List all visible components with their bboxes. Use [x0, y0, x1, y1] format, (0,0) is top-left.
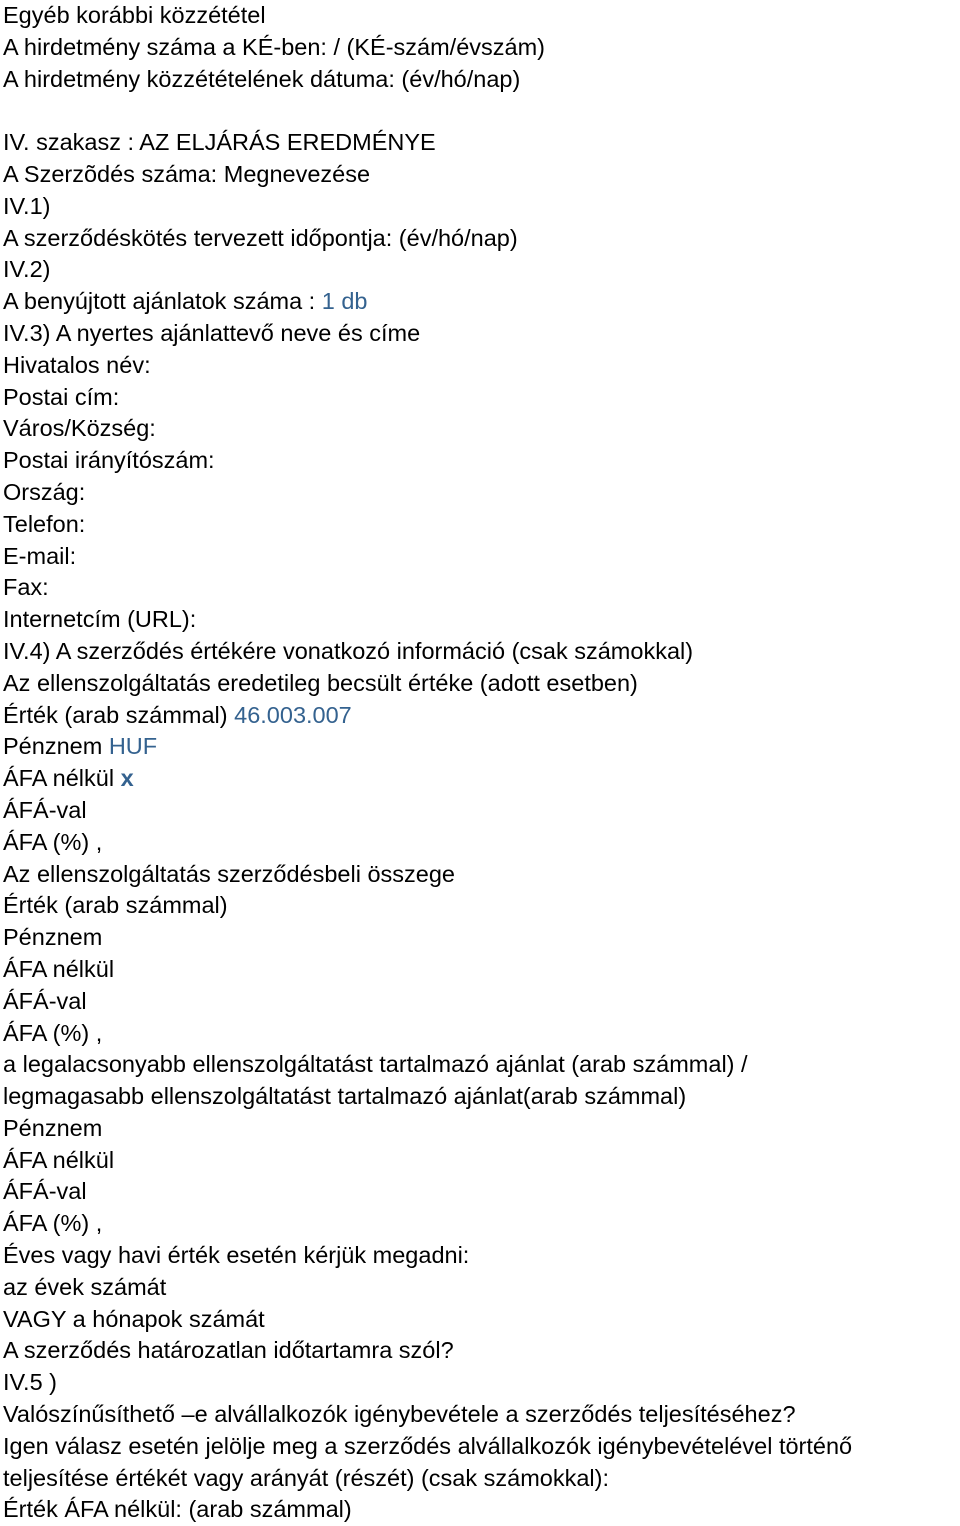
line-text: A hirdetmény száma a KÉ-ben: / (KÉ-szám/évszám): [3, 33, 545, 60]
line-text: Valószínűsíthető –e alvállalkozók igénybevétele a szerződés teljesítéséhez?: [3, 1401, 796, 1428]
line-text: Internetcím (URL):: [3, 606, 197, 633]
doc-line: [3, 668, 960, 700]
doc-line: [3, 509, 960, 541]
doc-line: [3, 223, 960, 255]
doc-line: [3, 254, 960, 286]
line-text: Ország:: [3, 478, 86, 505]
doc-line: [3, 477, 960, 509]
field-value: 46.003.007: [234, 701, 352, 728]
line-text: ÁFÁ-val: [3, 987, 87, 1014]
line-text: VAGY a hónapok számát: [3, 1305, 265, 1332]
doc-line: [3, 795, 960, 827]
line-text: Pénznem: [3, 924, 103, 951]
line-text: Telefon:: [3, 510, 86, 537]
line-text: Az ellenszolgáltatás eredetileg becsült értéke (adott esetben): [3, 669, 638, 696]
line-text: A benyújtott ajánlatok száma :: [3, 288, 316, 315]
doc-line: [3, 1367, 960, 1399]
doc-line: [3, 413, 960, 445]
line-text: A szerződéskötés tervezett időpontja: (év/hó/nap): [3, 224, 518, 251]
line-text: IV.2): [3, 256, 51, 283]
line-text: Érték (arab számmal): [3, 701, 228, 728]
line-text: Éves vagy havi érték esetén kérjük megadni:: [3, 1242, 470, 1269]
doc-line: [3, 1018, 960, 1050]
blank-line: [3, 95, 960, 127]
doc-line: [3, 1272, 960, 1304]
doc-line: [3, 922, 960, 954]
doc-line: [3, 954, 960, 986]
line-text: A szerződés határozatlan időtartamra szól?: [3, 1337, 454, 1364]
doc-line: [3, 64, 960, 96]
line-text: IV. szakasz : AZ ELJÁRÁS EREDMÉNYE: [3, 129, 436, 156]
doc-line: [3, 318, 960, 350]
doc-line: [3, 1049, 960, 1081]
line-text: Érték ÁFA nélkül: (arab számmal): [3, 1496, 352, 1523]
field-value: HUF: [108, 733, 158, 760]
doc-line: [3, 1208, 960, 1240]
doc-line: [3, 382, 960, 414]
doc-line: [3, 1431, 960, 1463]
line-text: IV.4) A szerződés értékére vonatkozó információ (csak számokkal): [3, 637, 694, 664]
doc-line: [3, 1113, 960, 1145]
doc-line: [3, 859, 960, 891]
doc-line: [3, 1176, 960, 1208]
doc-line: [3, 445, 960, 477]
field-value: x: [120, 765, 134, 792]
line-text: Egyéb korábbi közzététel: [3, 2, 266, 28]
doc-line: [3, 1081, 960, 1113]
doc-line: [3, 350, 960, 382]
doc-line: [3, 1335, 960, 1367]
line-text: ÁFA (%) ,: [3, 1019, 103, 1046]
doc-line: [3, 890, 960, 922]
line-text: a legalacsonyabb ellenszolgáltatást tartalmazó ajánlat (arab számmal) /: [3, 1051, 748, 1078]
line-text: Postai irányítószám:: [3, 447, 215, 474]
doc-line: [3, 636, 960, 668]
line-text: E-mail:: [3, 542, 77, 569]
field-value: 1 db: [321, 288, 368, 315]
line-text: ÁFA (%) ,: [3, 828, 103, 855]
doc-line: [3, 191, 960, 223]
line-text: legmagasabb ellenszolgáltatást tartalmazó ajánlat(arab számmal): [3, 1083, 687, 1110]
line-text: ÁFÁ-val: [3, 1178, 87, 1205]
doc-line: [3, 700, 960, 732]
doc-line: [3, 0, 960, 32]
line-text: teljesítése értékét vagy arányát (részét) (csak számokkal):: [3, 1464, 609, 1491]
line-text: Postai cím:: [3, 383, 120, 410]
line-text: ÁFÁ-val: [3, 796, 87, 823]
line-text: Pénznem: [3, 1114, 103, 1141]
line-text: ÁFA nélkül: [3, 1146, 115, 1173]
doc-line: [3, 1399, 960, 1431]
doc-line: [3, 1494, 960, 1526]
line-text: ÁFA nélkül: [3, 765, 115, 792]
doc-line: [3, 286, 960, 318]
doc-line: [3, 604, 960, 636]
doc-line: [3, 1304, 960, 1336]
doc-line: [3, 827, 960, 859]
doc-line: [3, 572, 960, 604]
line-text: az évek számát: [3, 1273, 167, 1300]
line-text: IV.3) A nyertes ajánlattevő neve és címe: [3, 319, 421, 346]
doc-line: [3, 1240, 960, 1272]
doc-line: [3, 541, 960, 573]
doc-line: [3, 32, 960, 64]
line-text: Pénznem: [3, 733, 103, 760]
section-heading: [3, 127, 960, 159]
line-text: ÁFA (%) ,: [3, 1210, 103, 1237]
doc-line: [3, 1463, 960, 1495]
line-text: IV.1): [3, 192, 51, 219]
doc-line: [3, 763, 960, 795]
line-text: Érték (arab számmal): [3, 892, 228, 919]
line-text: Fax:: [3, 574, 49, 601]
doc-line: [3, 731, 960, 763]
line-text: Az ellenszolgáltatás szerződésbeli összege: [3, 860, 455, 887]
line-text: ÁFA nélkül: [3, 955, 115, 982]
line-text: A hirdetmény közzétételének dátuma: (év/hó/nap): [3, 65, 521, 92]
line-text: Igen válasz esetén jelölje meg a szerződés alvállalkozók igénybevételével történő: [3, 1432, 853, 1459]
line-text: IV.5 ): [3, 1369, 57, 1396]
line-text: Hivatalos név:: [3, 351, 151, 378]
line-text: Város/Község:: [3, 415, 156, 442]
doc-line: [3, 986, 960, 1018]
doc-line: [3, 159, 960, 191]
line-text: A Szerzõdés száma: Megnevezése: [3, 160, 371, 187]
doc-line: [3, 1145, 960, 1177]
